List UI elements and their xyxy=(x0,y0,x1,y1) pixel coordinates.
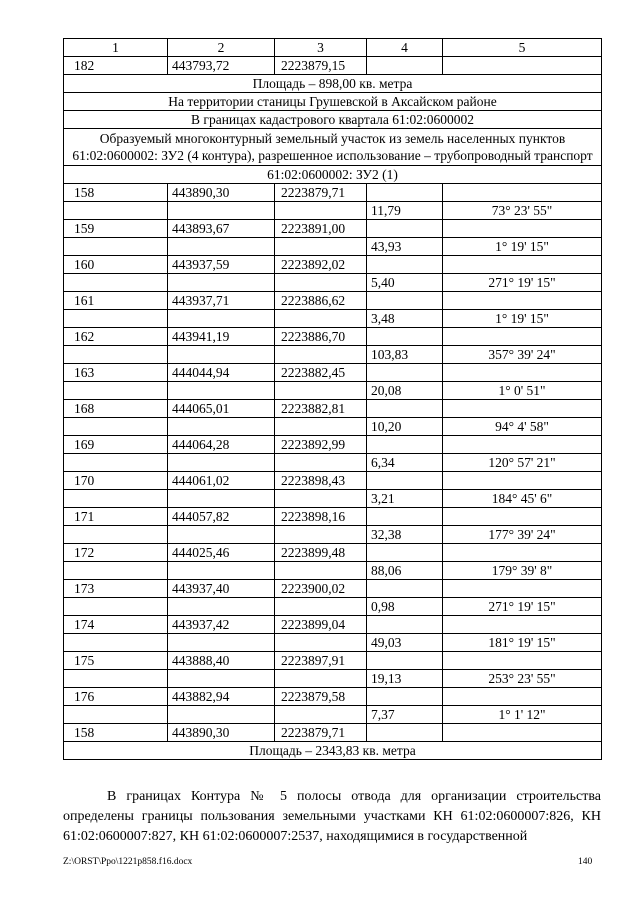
coordinates-table xyxy=(63,38,602,760)
point-number: 170 xyxy=(64,472,168,490)
coord-x xyxy=(168,526,275,544)
coord-y: 2223882,45 xyxy=(275,364,367,382)
coord-x: 443937,40 xyxy=(168,580,275,598)
table-row xyxy=(64,400,602,418)
distance xyxy=(367,472,443,490)
distance xyxy=(367,544,443,562)
table-row xyxy=(64,616,602,634)
header-cell-2: 2 xyxy=(168,39,275,57)
distance: 19,13 xyxy=(367,670,443,688)
coord-x xyxy=(168,346,275,364)
coord-x xyxy=(168,310,275,328)
point-number: 169 xyxy=(64,436,168,454)
table-row xyxy=(64,292,602,310)
segment-row xyxy=(64,562,602,580)
angle: 184° 45' 6" xyxy=(443,490,602,508)
distance: 3,48 xyxy=(367,310,443,328)
coord-x: 443888,40 xyxy=(168,652,275,670)
point-number xyxy=(64,418,168,436)
coord-y xyxy=(275,310,367,328)
coord-x: 444025,46 xyxy=(168,544,275,562)
angle xyxy=(443,364,602,382)
angle xyxy=(443,472,602,490)
coord-x xyxy=(168,598,275,616)
table-row xyxy=(64,184,602,202)
area-text: Площадь – 898,00 кв. метра xyxy=(64,75,602,93)
segment-row xyxy=(64,274,602,292)
table-row xyxy=(64,724,602,742)
point-number xyxy=(64,454,168,472)
angle xyxy=(443,328,602,346)
header-cell-4: 4 xyxy=(367,39,443,57)
distance: 10,20 xyxy=(367,418,443,436)
table-row xyxy=(64,472,602,490)
coord-x xyxy=(168,634,275,652)
coord-x: 443893,67 xyxy=(168,220,275,238)
angle: 271° 19' 15" xyxy=(443,598,602,616)
angle xyxy=(443,580,602,598)
point-number: 158 xyxy=(64,184,168,202)
segment-row xyxy=(64,202,602,220)
coord-y xyxy=(275,202,367,220)
distance xyxy=(367,508,443,526)
coord-x: 444061,02 xyxy=(168,472,275,490)
coord-y: 2223879,71 xyxy=(275,184,367,202)
table-row xyxy=(64,328,602,346)
coord-x: 443890,30 xyxy=(168,724,275,742)
coord-y: 2223892,02 xyxy=(275,256,367,274)
distance: 20,08 xyxy=(367,382,443,400)
segment-row xyxy=(64,670,602,688)
angle: 179° 39' 8" xyxy=(443,562,602,580)
angle xyxy=(443,544,602,562)
segment-row xyxy=(64,238,602,256)
coord-y xyxy=(275,634,367,652)
area-text: Площадь – 2343,83 кв. метра xyxy=(64,742,602,760)
table-row xyxy=(64,508,602,526)
point-number: 172 xyxy=(64,544,168,562)
point-number: 176 xyxy=(64,688,168,706)
angle: 120° 57' 21" xyxy=(443,454,602,472)
point-number xyxy=(64,238,168,256)
distance xyxy=(367,364,443,382)
segment-row xyxy=(64,634,602,652)
table-row xyxy=(64,688,602,706)
angle xyxy=(443,616,602,634)
point-number xyxy=(64,382,168,400)
angle xyxy=(443,724,602,742)
footer-page-number: 140 xyxy=(578,857,593,867)
point-number: 160 xyxy=(64,256,168,274)
distance xyxy=(367,292,443,310)
point-number: 161 xyxy=(64,292,168,310)
angle xyxy=(443,508,602,526)
segment-row xyxy=(64,706,602,724)
table-row xyxy=(64,364,602,382)
segment-row xyxy=(64,526,602,544)
coord-y: 2223892,99 xyxy=(275,436,367,454)
distance: 0,98 xyxy=(367,598,443,616)
point-number xyxy=(64,490,168,508)
coord-y xyxy=(275,526,367,544)
point-number: 162 xyxy=(64,328,168,346)
angle: 357° 39' 24" xyxy=(443,346,602,364)
coord-y xyxy=(275,274,367,292)
angle: 1° 19' 15" xyxy=(443,238,602,256)
coord-x: 443941,19 xyxy=(168,328,275,346)
angle xyxy=(443,184,602,202)
coord-y: 2223886,70 xyxy=(275,328,367,346)
point-number xyxy=(64,346,168,364)
distance xyxy=(367,688,443,706)
coord-y xyxy=(275,418,367,436)
segment-row xyxy=(64,490,602,508)
coord-y xyxy=(275,598,367,616)
angle: 1° 0' 51" xyxy=(443,382,602,400)
contour-row xyxy=(64,166,602,184)
quarter-text: В границах кадастрового квартала 61:02:0600002 xyxy=(64,111,602,129)
angle xyxy=(443,436,602,454)
distance xyxy=(367,184,443,202)
angle: 253° 23' 55" xyxy=(443,670,602,688)
coord-x xyxy=(168,562,275,580)
distance xyxy=(367,400,443,418)
table-row xyxy=(64,544,602,562)
coord-x: 444065,01 xyxy=(168,400,275,418)
coord-x xyxy=(168,202,275,220)
coord-y xyxy=(275,454,367,472)
coord-y xyxy=(275,562,367,580)
table-row xyxy=(64,652,602,670)
coord-y: 2223899,04 xyxy=(275,616,367,634)
point-number xyxy=(64,706,168,724)
point-number xyxy=(64,670,168,688)
angle xyxy=(443,688,602,706)
coord-y xyxy=(275,706,367,724)
area-row xyxy=(64,742,602,760)
coord-x: 443882,94 xyxy=(168,688,275,706)
distance xyxy=(367,57,443,75)
distance: 43,93 xyxy=(367,238,443,256)
coord-y xyxy=(275,670,367,688)
table-row xyxy=(64,580,602,598)
coord-x: 443937,59 xyxy=(168,256,275,274)
header-cell-3: 3 xyxy=(275,39,367,57)
point-number: 171 xyxy=(64,508,168,526)
coord-x xyxy=(168,418,275,436)
angle: 73° 23' 55" xyxy=(443,202,602,220)
distance: 6,34 xyxy=(367,454,443,472)
area-row xyxy=(64,75,602,93)
coord-x xyxy=(168,490,275,508)
segment-row xyxy=(64,382,602,400)
coord-y: 2223879,58 xyxy=(275,688,367,706)
coord-x: 444064,28 xyxy=(168,436,275,454)
coord-x: 443937,71 xyxy=(168,292,275,310)
angle xyxy=(443,652,602,670)
point-number: 163 xyxy=(64,364,168,382)
point-number: 159 xyxy=(64,220,168,238)
distance xyxy=(367,256,443,274)
distance: 5,40 xyxy=(367,274,443,292)
angle: 271° 19' 15" xyxy=(443,274,602,292)
coord-y: 2223900,02 xyxy=(275,580,367,598)
paragraph-text: В границах Контура № 5 полосы отвода для организации строительства определены границы пользования земельными участками КН 61:02:0600007:826, КН 61:02:0600007:827, КН 61:02:0600007:2537, находящимися в государственной xyxy=(63,789,601,844)
body-paragraph xyxy=(63,787,601,847)
coord-x: 444057,82 xyxy=(168,508,275,526)
coordinates-table-body xyxy=(64,39,602,760)
table-row xyxy=(64,436,602,454)
coord-y: 2223898,16 xyxy=(275,508,367,526)
distance xyxy=(367,580,443,598)
coord-x xyxy=(168,706,275,724)
header-row xyxy=(64,39,602,57)
description-text: Образуемый многоконтурный земельный участок из земель населенных пунктов 61:02:0600002: ЗУ2 (4 контура), разрешенное использование – трубопроводный транспорт xyxy=(64,129,602,166)
angle xyxy=(443,220,602,238)
point-number: 168 xyxy=(64,400,168,418)
angle: 94° 4' 58" xyxy=(443,418,602,436)
angle: 177° 39' 24" xyxy=(443,526,602,544)
coord-y: 2223882,81 xyxy=(275,400,367,418)
point-number xyxy=(64,274,168,292)
segment-row xyxy=(64,418,602,436)
description-row xyxy=(64,129,602,166)
distance: 3,21 xyxy=(367,490,443,508)
footer-file-path: Z:\ORST\Ppo\1221p858.f16.docx xyxy=(63,857,193,867)
angle: 181° 19' 15" xyxy=(443,634,602,652)
angle xyxy=(443,400,602,418)
table-row xyxy=(64,57,602,75)
header-cell-5: 5 xyxy=(443,39,602,57)
distance xyxy=(367,616,443,634)
point-number: 182 xyxy=(64,57,168,75)
point-number: 158 xyxy=(64,724,168,742)
segment-row xyxy=(64,346,602,364)
coord-x: 443937,42 xyxy=(168,616,275,634)
point-number xyxy=(64,202,168,220)
coord-y: 2223898,43 xyxy=(275,472,367,490)
distance: 32,38 xyxy=(367,526,443,544)
coord-y xyxy=(275,238,367,256)
segment-row xyxy=(64,310,602,328)
contour-text: 61:02:0600002: ЗУ2 (1) xyxy=(64,166,602,184)
point-number: 175 xyxy=(64,652,168,670)
coord-y: 2223879,71 xyxy=(275,724,367,742)
distance: 88,06 xyxy=(367,562,443,580)
quarter-row xyxy=(64,111,602,129)
coord-y: 2223891,00 xyxy=(275,220,367,238)
coord-x: 444044,94 xyxy=(168,364,275,382)
coord-x: 443793,72 xyxy=(168,57,275,75)
distance xyxy=(367,652,443,670)
point-number xyxy=(64,310,168,328)
distance xyxy=(367,436,443,454)
segment-row xyxy=(64,598,602,616)
territory-row xyxy=(64,93,602,111)
point-number: 174 xyxy=(64,616,168,634)
coord-y: 2223879,15 xyxy=(275,57,367,75)
coord-x xyxy=(168,274,275,292)
coord-y: 2223897,91 xyxy=(275,652,367,670)
distance: 7,37 xyxy=(367,706,443,724)
header-cell-1: 1 xyxy=(64,39,168,57)
coord-x xyxy=(168,238,275,256)
angle: 1° 1' 12" xyxy=(443,706,602,724)
coord-y xyxy=(275,346,367,364)
distance: 49,03 xyxy=(367,634,443,652)
coord-y xyxy=(275,490,367,508)
segment-row xyxy=(64,454,602,472)
distance xyxy=(367,220,443,238)
coord-x xyxy=(168,454,275,472)
coord-y: 2223899,48 xyxy=(275,544,367,562)
point-number xyxy=(64,526,168,544)
point-number: 173 xyxy=(64,580,168,598)
table-row xyxy=(64,256,602,274)
coord-y xyxy=(275,382,367,400)
angle: 1° 19' 15" xyxy=(443,310,602,328)
table-row xyxy=(64,220,602,238)
distance xyxy=(367,724,443,742)
point-number xyxy=(64,634,168,652)
point-number xyxy=(64,598,168,616)
point-number xyxy=(64,562,168,580)
angle xyxy=(443,256,602,274)
distance xyxy=(367,328,443,346)
coord-x xyxy=(168,382,275,400)
coord-y: 2223886,62 xyxy=(275,292,367,310)
distance: 11,79 xyxy=(367,202,443,220)
coord-x: 443890,30 xyxy=(168,184,275,202)
angle xyxy=(443,292,602,310)
distance: 103,83 xyxy=(367,346,443,364)
territory-text: На территории станицы Грушевской в Аксайском районе xyxy=(64,93,602,111)
coord-x xyxy=(168,670,275,688)
angle xyxy=(443,57,602,75)
